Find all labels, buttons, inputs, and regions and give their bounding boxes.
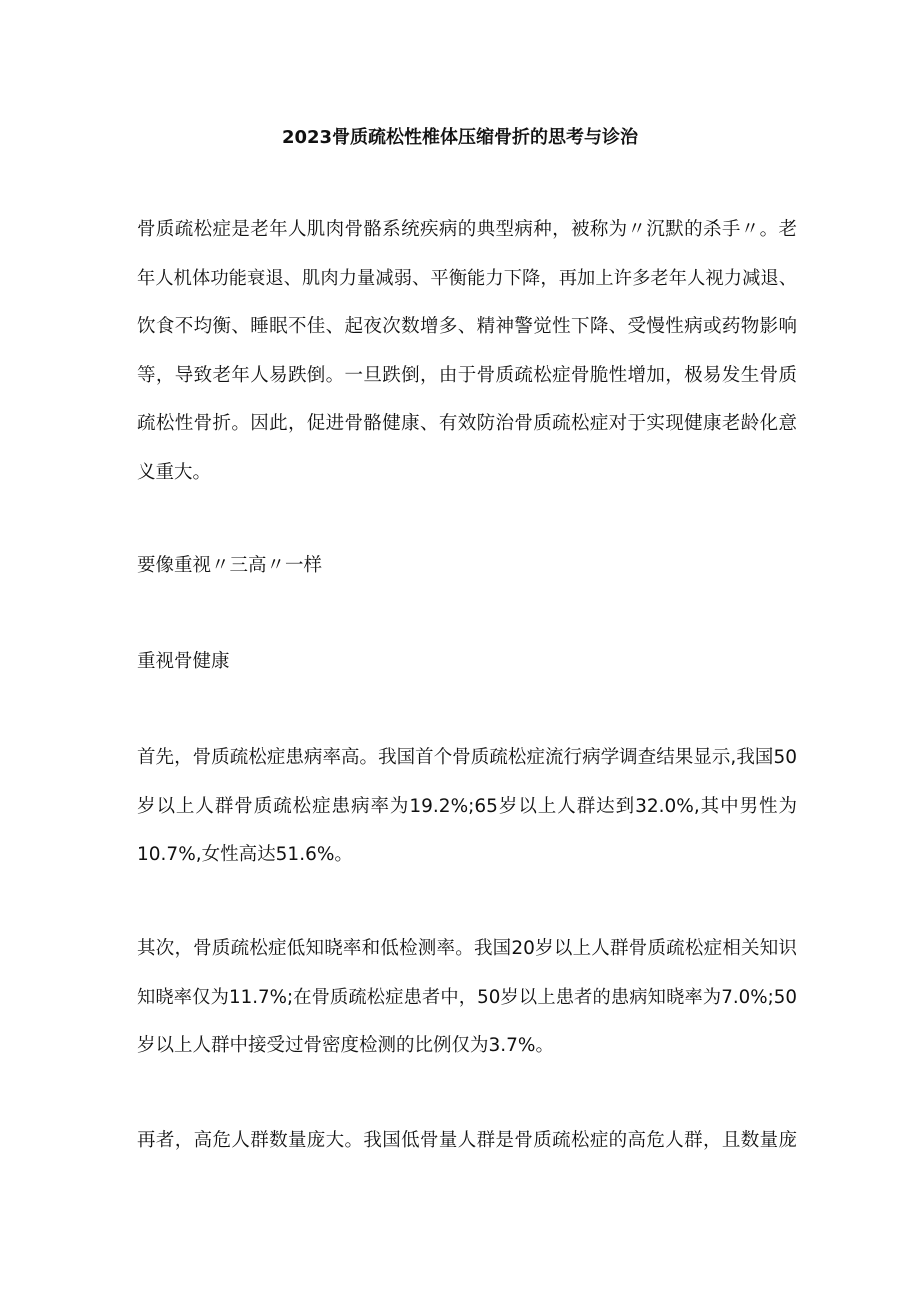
paragraph-line: 岁以上人群中接受过骨密度检测的比例仅为3.7%。 — [137, 1035, 555, 1056]
paragraph-line: 重视骨健康 — [137, 651, 230, 672]
paragraph-line: 要像重视〃三高〃一样 — [137, 555, 323, 576]
paragraph-line: 等，导致老年人易跌倒。一旦跌倒，由于骨质疏松症骨脆性增加，极易发生骨质 — [137, 364, 797, 386]
paragraph-line: 其次，骨质疏松症低知晓率和低检测率。我国20岁以上人群骨质疏松症相关知识 — [137, 938, 797, 959]
paragraph-line: 岁以上人群骨质疏松症患病率为19.2%;65岁以上人群达到32.0%,其中男性为 — [137, 795, 797, 817]
paragraph-line: 10.7%,女性高达51.6%。 — [137, 844, 353, 865]
paragraph-intro — [137, 206, 797, 497]
paragraph-high-risk — [137, 1117, 797, 1166]
paragraph-line: 首先，骨质疏松症患病率高。我国首个骨质疏松症流行病学调查结果显示,我国50 — [137, 747, 797, 768]
paragraph-line: 饮食不均衡、睡眠不佳、起夜次数增多、精神警觉性下降、受慢性病或药物影响 — [137, 316, 797, 337]
section-heading-line-1 — [137, 542, 797, 591]
paragraph-awareness — [137, 925, 797, 1071]
section-heading-line-2 — [137, 638, 797, 687]
paragraph-line: 知晓率仅为11.7%;在骨质疏松症患者中，50岁以上患者的患病知晓率为7.0%;50 — [137, 986, 797, 1008]
document-title: 2023骨质疏松性椎体压缩骨折的思考与诊治 — [281, 127, 639, 148]
paragraph-line: 年人机体功能衰退、肌肉力量减弱、平衡能力下降，再加上许多老年人视力减退、 — [137, 267, 797, 289]
paragraph-line: 骨质疏松症是老年人肌肉骨骼系统疾病的典型病种，被称为〃沉默的杀手〃。老 — [137, 219, 797, 240]
paragraph-line: 再者，高危人群数量庞大。我国低骨量人群是骨质疏松症的高危人群，且数量庞 — [137, 1130, 797, 1151]
paragraph-line: 疏松性骨折。因此，促进骨骼健康、有效防治骨质疏松症对于实现健康老龄化意 — [137, 413, 797, 434]
paragraph-prevalence — [137, 734, 797, 880]
paragraph-line: 义重大。 — [137, 461, 212, 483]
